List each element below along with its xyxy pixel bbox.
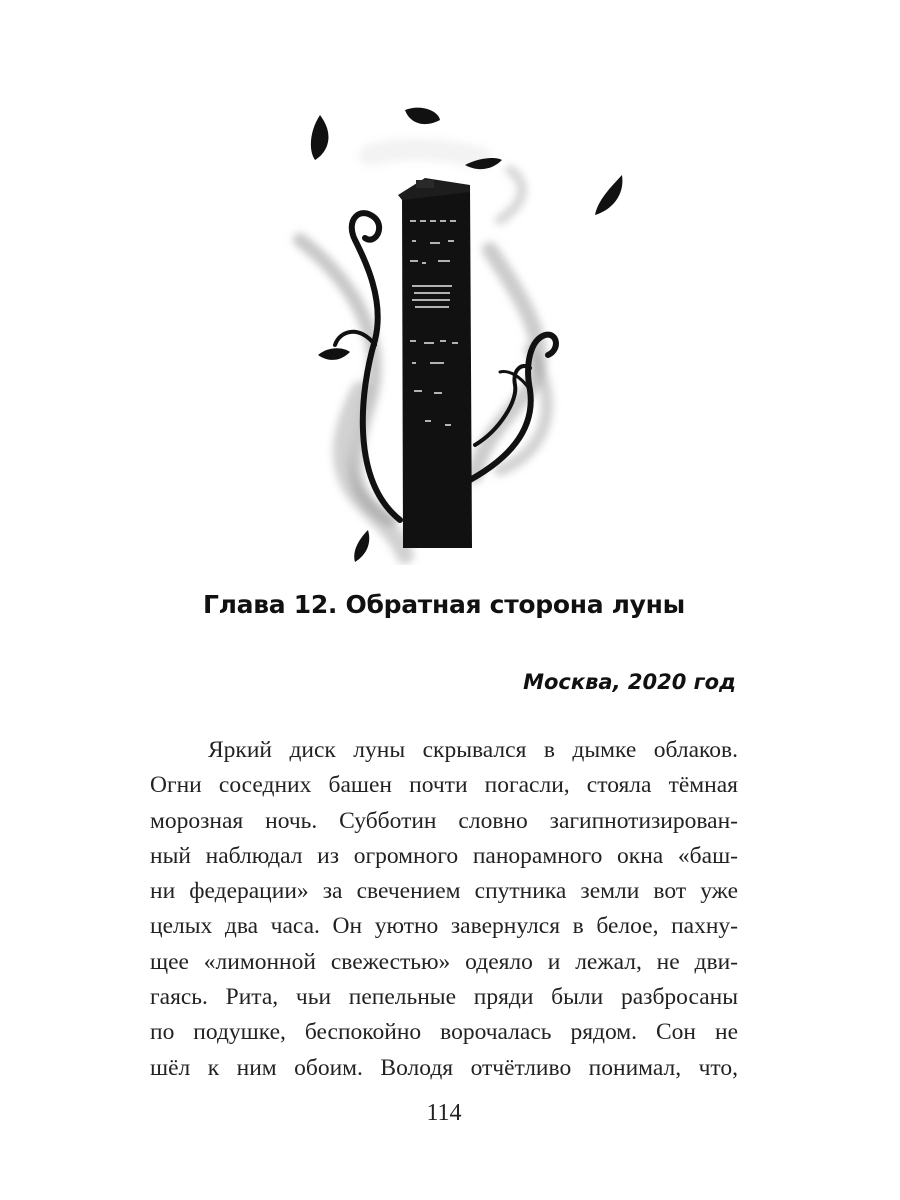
text-line: Яркий диск луны скрывался в дымке облаков. <box>208 737 738 763</box>
chapter-title: Глава 12. Обратная сторона луны <box>203 590 685 619</box>
skyscraper <box>398 178 472 548</box>
body-text <box>150 733 738 1086</box>
text-line: Огни соседних башен почти погасли, стояла тёмная <box>150 772 738 799</box>
tower-illustration <box>280 100 630 565</box>
text-line: щее «лимонной свежестью» одеяло и лежал, не дви- <box>150 948 738 975</box>
text-line: гаясь. Рита, чьи пепельные пряди были разбросаны <box>150 984 738 1011</box>
text-line: ный наблюдал из огромного панорамного окна «баш- <box>150 842 738 869</box>
text-line: целых два часа. Он уютно завернулся в белое, пахну- <box>150 913 738 940</box>
chapter-place-date: Москва, 2020 год <box>523 670 736 694</box>
text-line: шёл к ним обоим. Володя отчётливо понимал, что, <box>150 1054 738 1081</box>
text-line: морозная ночь. Субботин словно загипнотизирован- <box>150 807 738 834</box>
text-line: ни федерации» за свечением спутника земли вот уже <box>150 878 738 905</box>
page-number: 114 <box>426 1100 462 1126</box>
text-line: по подушке, беспокойно ворочалась рядом. Сон не <box>150 1019 738 1046</box>
